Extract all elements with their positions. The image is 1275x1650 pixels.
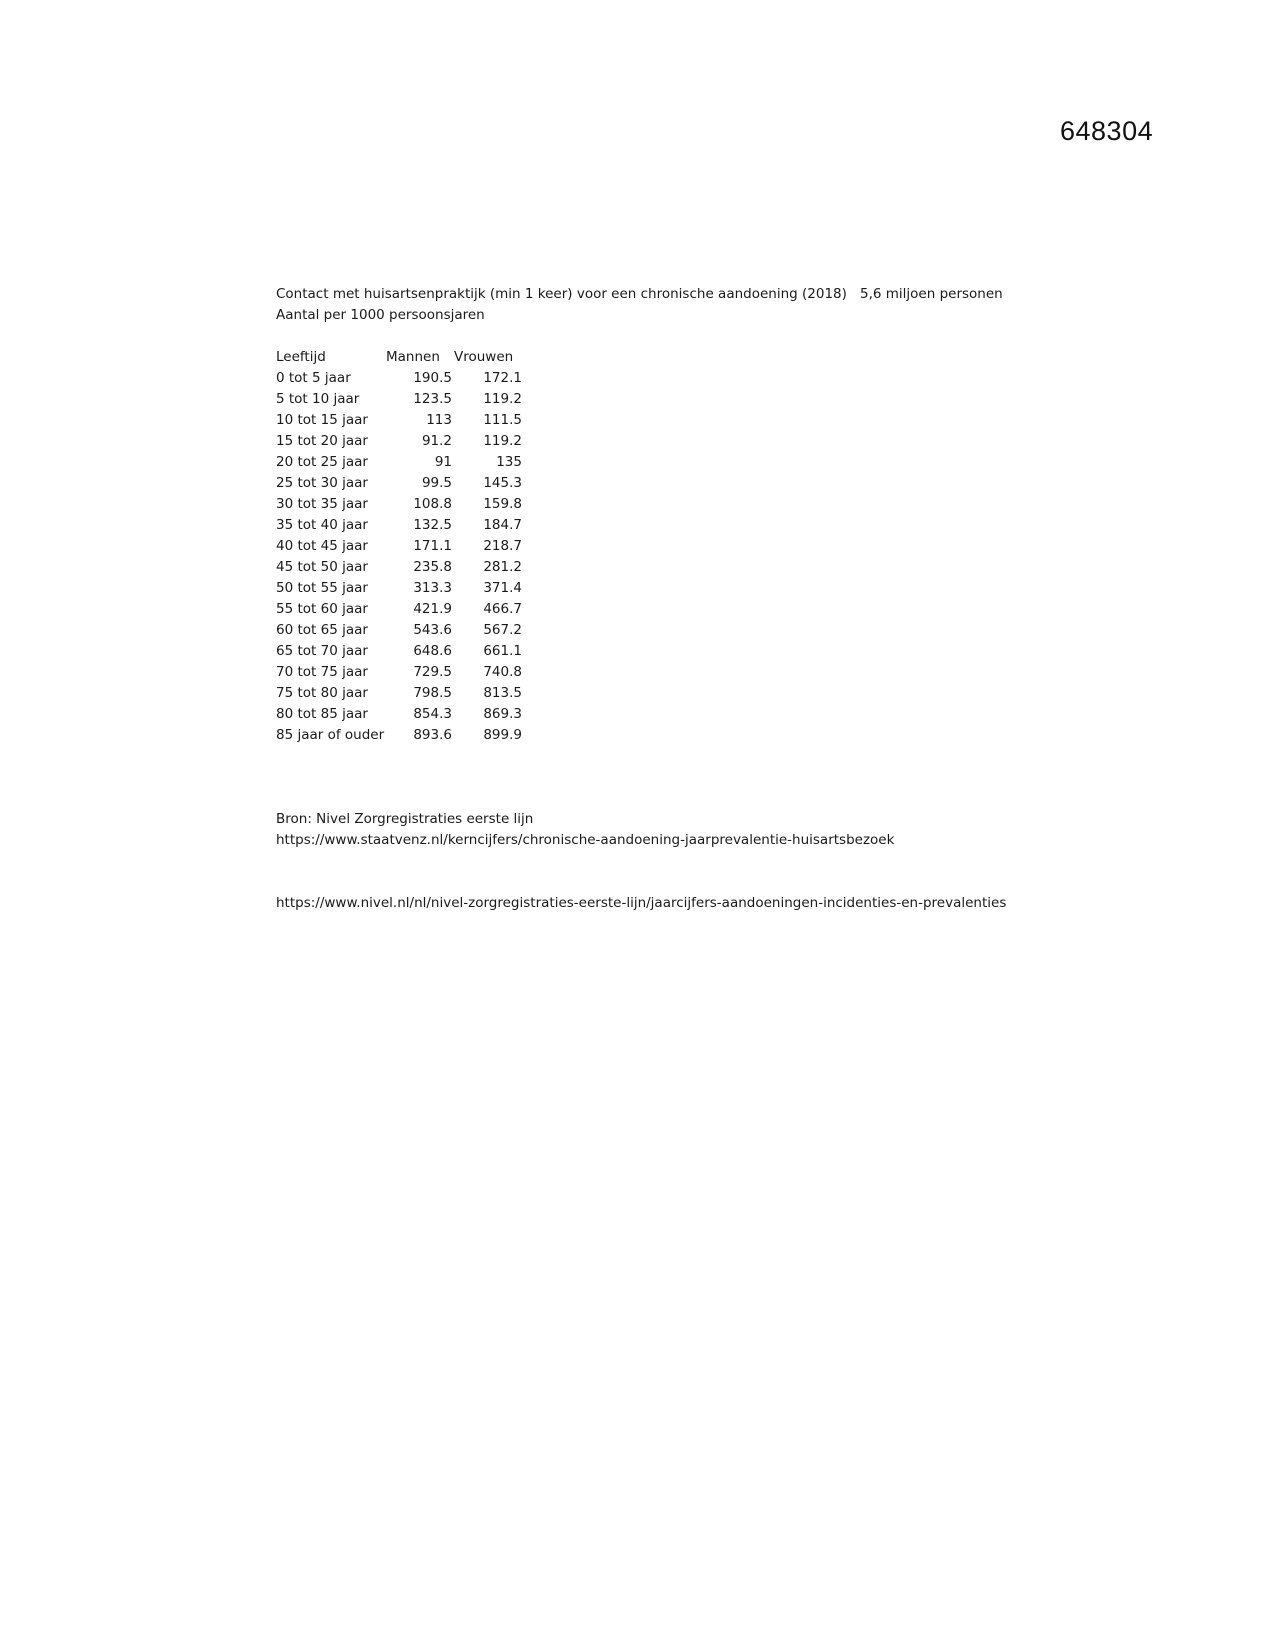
table-row [276,662,522,683]
cell-age: 35 tot 40 jaar [276,517,368,533]
cell-age: 10 tot 15 jaar [276,412,368,428]
document-subtitle: Aantal per 1000 persoonsjaren [276,307,485,323]
table-row [276,473,522,494]
cell-men: 729.5 [413,664,452,680]
cell-women: 371.4 [483,580,522,596]
cell-age: 65 tot 70 jaar [276,643,368,659]
cell-age: 80 tot 85 jaar [276,706,368,722]
table-row [276,557,522,578]
cell-age: 70 tot 75 jaar [276,664,368,680]
cell-women: 813.5 [483,685,522,701]
prevalence-table [276,347,522,746]
cell-women: 119.2 [483,391,522,407]
cell-women: 899.9 [483,727,522,743]
table-row [276,536,522,557]
cell-women: 111.5 [483,412,522,428]
cell-men: 648.6 [413,643,452,659]
cell-age: 15 tot 20 jaar [276,433,368,449]
cell-men: 99.5 [421,475,452,491]
cell-men: 543.6 [413,622,452,638]
cell-men: 108.8 [413,496,452,512]
table-row [276,641,522,662]
cell-women: 466.7 [483,601,522,617]
cell-age: 45 tot 50 jaar [276,559,368,575]
cell-men: 171.1 [413,538,452,554]
cell-women: 218.7 [483,538,522,554]
header-age: Leeftijd [276,349,326,365]
cell-age: 25 tot 30 jaar [276,475,368,491]
table-row [276,515,522,536]
cell-women: 281.2 [483,559,522,575]
cell-women: 661.1 [483,643,522,659]
source-link-2[interactable]: https://www.nivel.nl/nl/nivel-zorgregistraties-eerste-lijn/jaarcijfers-aandoeningen-incidenties-en-prevalenties [276,895,1007,911]
cell-women: 567.2 [483,622,522,638]
document-content [276,284,1006,914]
table-row [276,494,522,515]
source-block [276,809,1006,914]
cell-age: 55 tot 60 jaar [276,601,368,617]
cell-age: 85 jaar of ouder [276,727,385,743]
header-women: Vrouwen [454,349,514,365]
cell-women: 740.8 [483,664,522,680]
table-row [276,683,522,704]
cell-men: 190.5 [413,370,452,386]
cell-age: 20 tot 25 jaar [276,454,368,470]
cell-age: 40 tot 45 jaar [276,538,368,554]
cell-men: 91 [434,454,452,470]
cell-age: 30 tot 35 jaar [276,496,368,512]
cell-men: 113 [426,412,452,428]
document-title: Contact met huisartsenpraktijk (min 1 keer) voor een chronische aandoening (2018) [276,286,847,302]
table-header-row [276,347,522,368]
cell-men: 313.3 [413,580,452,596]
cell-men: 132.5 [413,517,452,533]
table-row [276,725,522,746]
table-row [276,578,522,599]
cell-age: 60 tot 65 jaar [276,622,368,638]
document-number: 648304 [1060,116,1154,146]
cell-women: 119.2 [483,433,522,449]
cell-men: 854.3 [413,706,452,722]
table-row [276,410,522,431]
table-row [276,368,522,389]
header-men: Mannen [386,349,440,365]
table-row [276,389,522,410]
cell-age: 75 tot 80 jaar [276,685,368,701]
source-label: Bron: Nivel Zorgregistraties eerste lijn [276,811,534,827]
cell-men: 123.5 [413,391,452,407]
cell-men: 91.2 [421,433,452,449]
cell-women: 184.7 [483,517,522,533]
persons-count: 5,6 miljoen personen [860,286,1003,302]
cell-age: 0 tot 5 jaar [276,370,351,386]
cell-women: 172.1 [483,370,522,386]
cell-men: 798.5 [413,685,452,701]
cell-men: 421.9 [413,601,452,617]
table-row [276,599,522,620]
source-link-1[interactable]: https://www.staatvenz.nl/kerncijfers/chronische-aandoening-jaarprevalentie-huisartsbezoek [276,832,895,848]
cell-women: 135 [496,454,522,470]
cell-men: 893.6 [413,727,452,743]
table-row [276,620,522,641]
table-row [276,431,522,452]
table-row [276,452,522,473]
cell-age: 5 tot 10 jaar [276,391,360,407]
table-row [276,704,522,725]
table-body [276,368,522,746]
cell-women: 869.3 [483,706,522,722]
title-row [276,284,1006,305]
cell-women: 159.8 [483,496,522,512]
cell-women: 145.3 [483,475,522,491]
cell-men: 235.8 [413,559,452,575]
cell-age: 50 tot 55 jaar [276,580,368,596]
